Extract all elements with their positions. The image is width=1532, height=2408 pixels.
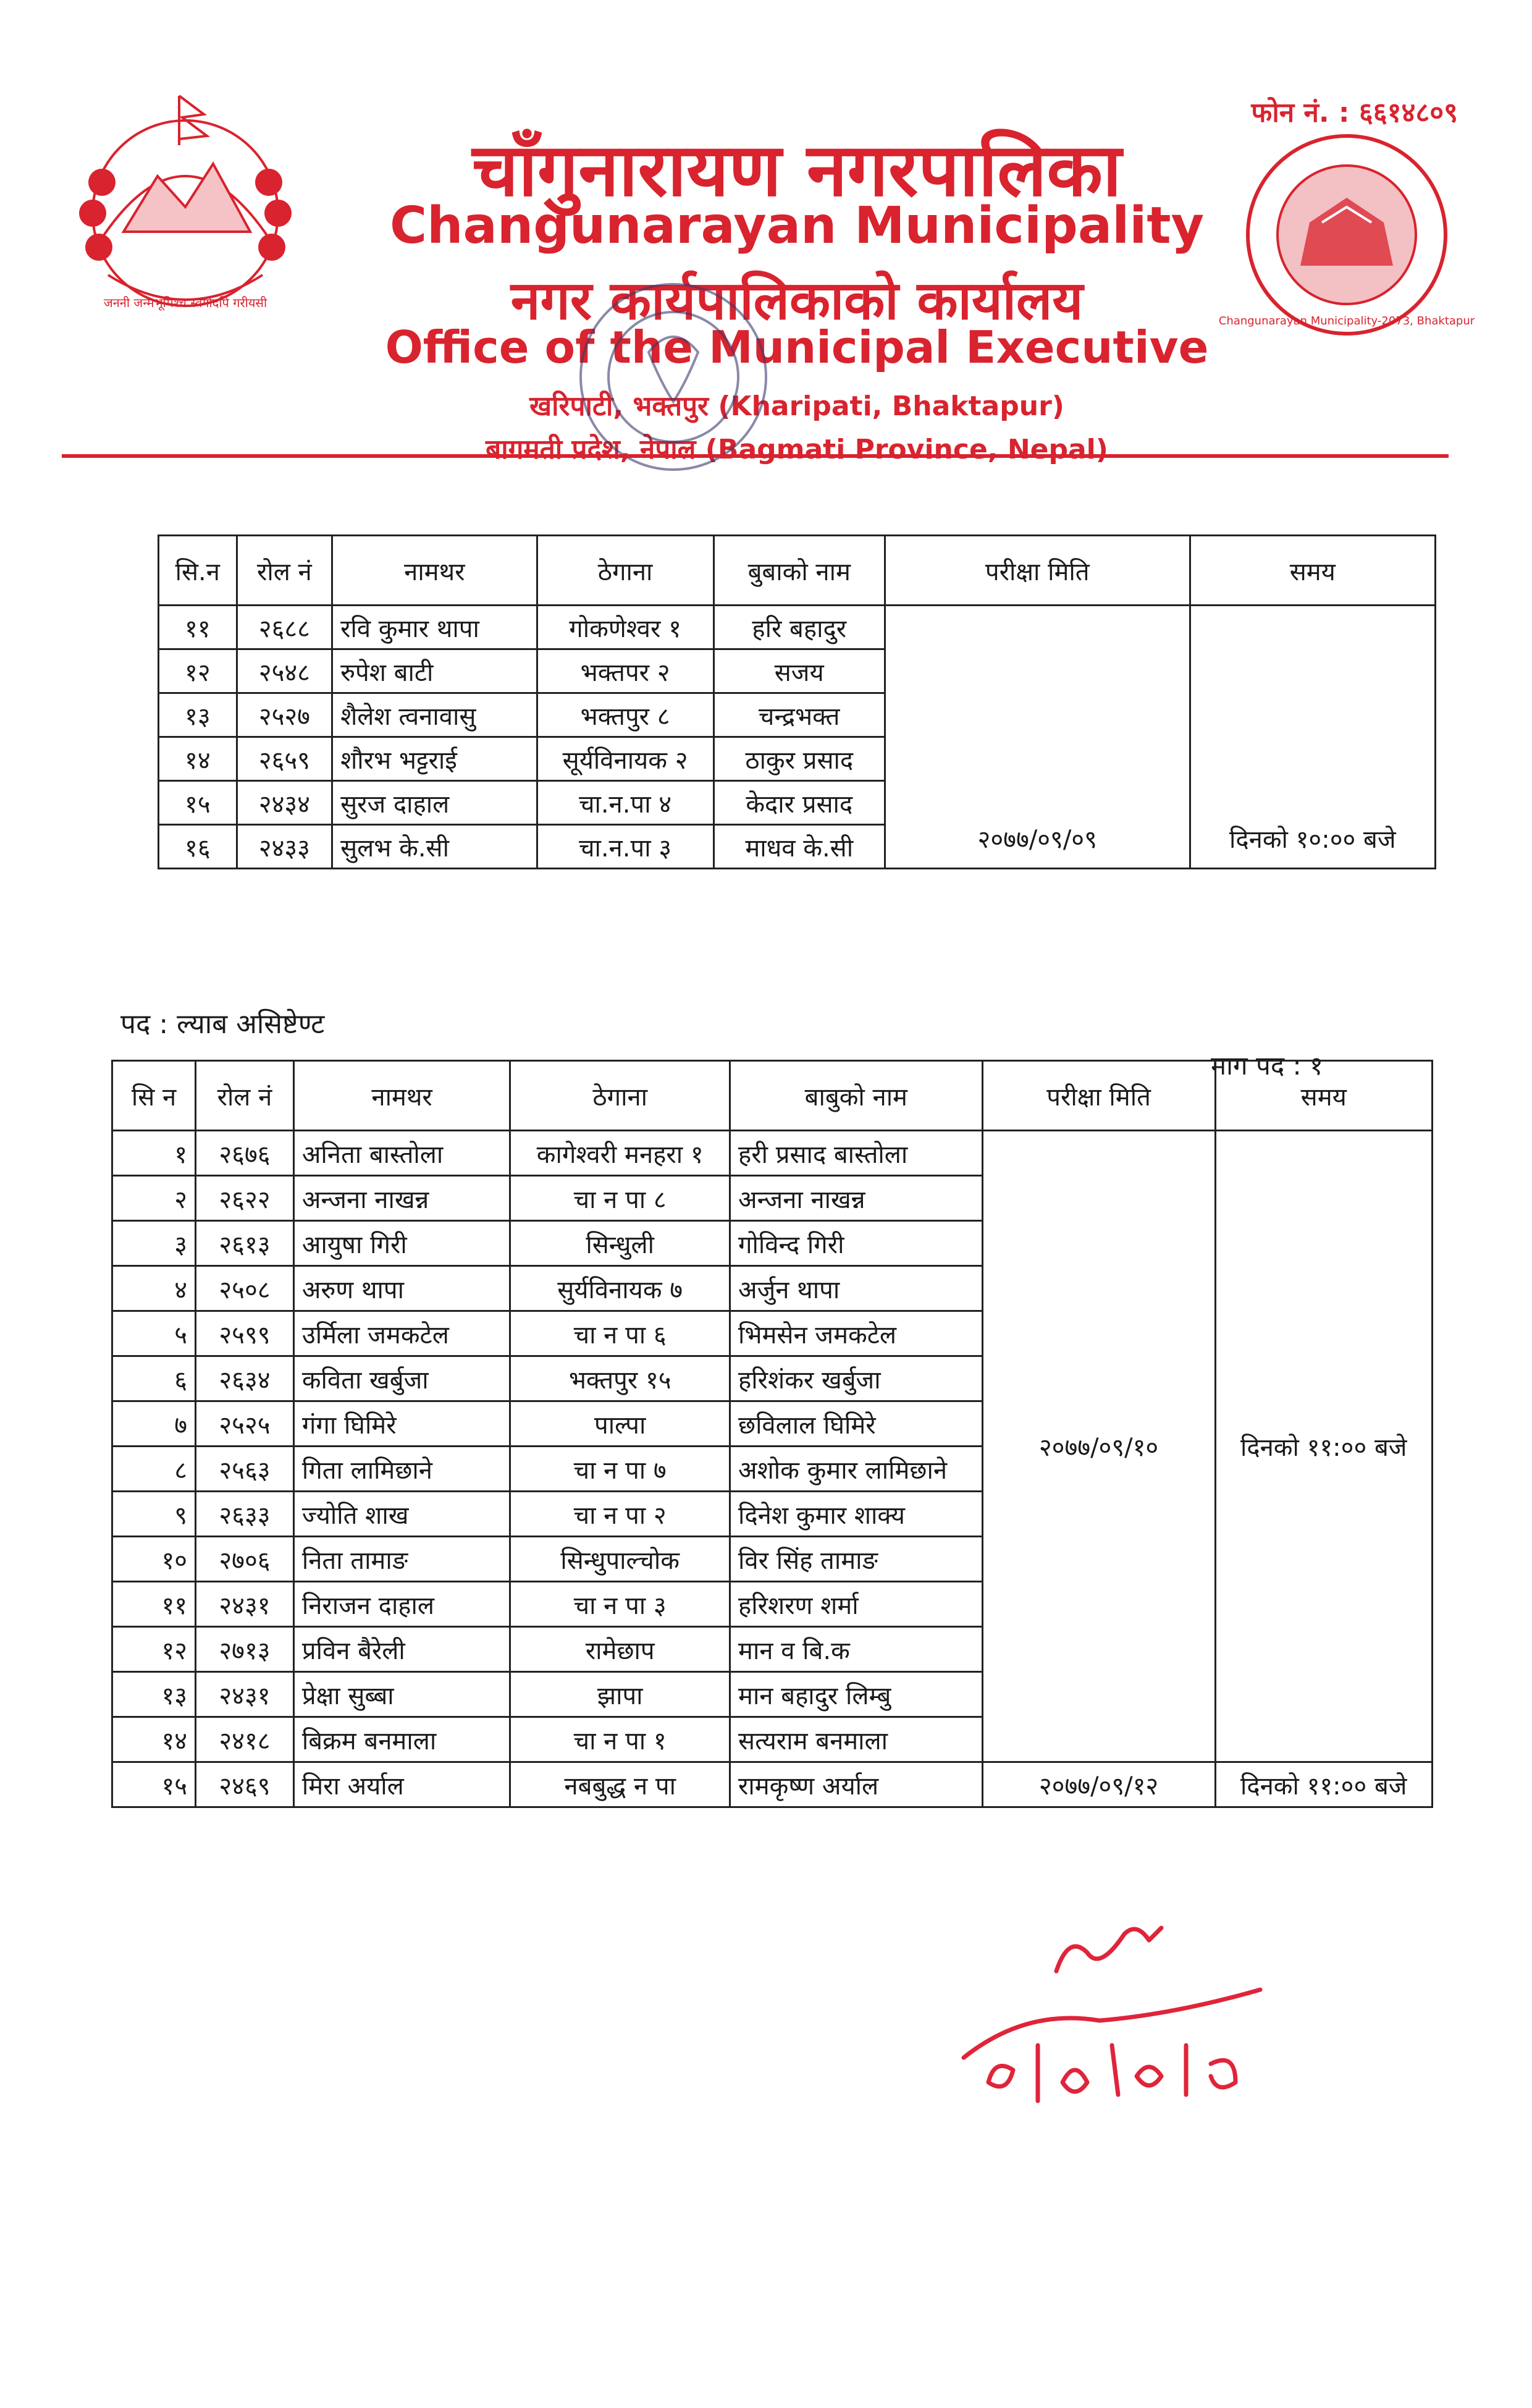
municipality-title-en: Changunarayan Municipality — [389, 196, 1205, 255]
cell-name: निराजन दाहाल — [293, 1582, 510, 1627]
cell-name: रवि कुमार थापा — [332, 606, 537, 649]
cell-sn: १० — [112, 1537, 196, 1582]
cell-sn: १२ — [159, 649, 237, 693]
cell-father: दिनेश कुमार शाक्य — [730, 1492, 983, 1537]
cell-address: सुर्यविनायक ७ — [510, 1266, 730, 1311]
cell-father: सजय — [713, 649, 885, 693]
cell-roll: २४३४ — [237, 781, 332, 825]
cell-father: अशोक कुमार लामिछाने — [730, 1447, 983, 1492]
cell-address: कागेश्वरी मनहरा १ — [510, 1131, 730, 1176]
col-time: समय — [1190, 536, 1435, 606]
cell-roll: २५६३ — [196, 1447, 294, 1492]
cell-father: गोविन्द गिरी — [730, 1221, 983, 1266]
cell-roll: २६३४ — [196, 1356, 294, 1401]
cell-roll: २६८८ — [237, 606, 332, 649]
cell-sn: १४ — [159, 737, 237, 781]
cell-name: कविता खर्बुजा — [293, 1356, 510, 1401]
cell-father: छविलाल घिमिरे — [730, 1401, 983, 1447]
time-cell-2: दिनको ११:०० बजे — [1215, 1762, 1433, 1807]
cell-address: भक्तपर २ — [537, 649, 713, 693]
cell-name: ज्योति शाख — [293, 1492, 510, 1537]
table-row — [112, 1131, 1433, 1176]
cell-roll: २५४८ — [237, 649, 332, 693]
cell-sn: १३ — [159, 693, 237, 737]
emblem-motto: जननी जन्मभूमिश्च स्वर्गादपि गरीयसी — [103, 295, 267, 310]
cell-sn: १ — [112, 1131, 196, 1176]
exam-date: २०७७/०९/१० — [1038, 1434, 1159, 1462]
cell-roll: २६३३ — [196, 1492, 294, 1537]
cell-father: हरी प्रसाद बास्तोला — [730, 1131, 983, 1176]
cell-father: सत्यराम बनमाला — [730, 1717, 983, 1762]
candidate-table-1 — [158, 534, 1436, 869]
exam-date-cell-2: २०७७/०९/१२ — [982, 1762, 1215, 1807]
cell-roll: २४६९ — [196, 1762, 294, 1807]
cell-address: सिन्धुली — [510, 1221, 730, 1266]
col-address: ठेगाना — [510, 1061, 730, 1131]
col-roll: रोल नं — [237, 536, 332, 606]
cell-name: अरुण थापा — [293, 1266, 510, 1311]
office-title-np: नगर कार्यपालिकाको कार्यालय — [510, 270, 1084, 332]
cell-name: उर्मिला जमकटेल — [293, 1311, 510, 1356]
address-line-2: बागमती प्रदेश, नेपाल (Bagmati Province, Nepal) — [486, 434, 1108, 465]
cell-name: बिक्रम बनमाला — [293, 1717, 510, 1762]
cell-sn: ८ — [112, 1447, 196, 1492]
cell-address: चा न पा ६ — [510, 1311, 730, 1356]
cell-sn: ११ — [112, 1582, 196, 1627]
handwritten-signature — [914, 1897, 1310, 2132]
cell-sn: १४ — [112, 1717, 196, 1762]
cell-father: भिमसेन जमकटेल — [730, 1311, 983, 1356]
cell-roll: २५९९ — [196, 1311, 294, 1356]
cell-father: अन्जना नाखन्न — [730, 1176, 983, 1221]
cell-address: सिन्धुपाल्चोक — [510, 1537, 730, 1582]
col-father: बुबाको नाम — [713, 536, 885, 606]
cell-name: शैलेश त्वनावासु — [332, 693, 537, 737]
cell-name: सुलभ के.सी — [332, 825, 537, 869]
cell-address: रामेछाप — [510, 1627, 730, 1672]
cell-name: मिरा अर्याल — [293, 1762, 510, 1807]
cell-address: चा न पा १ — [510, 1717, 730, 1762]
cell-address: झापा — [510, 1672, 730, 1717]
cell-address: पाल्पा — [510, 1401, 730, 1447]
cell-roll: २७१३ — [196, 1627, 294, 1672]
cell-roll: २६७६ — [196, 1131, 294, 1176]
cell-roll: २५२५ — [196, 1401, 294, 1447]
cell-address: सूर्यविनायक २ — [537, 737, 713, 781]
municipality-title-np: चाँगुनारायण नगरपालिका — [472, 127, 1122, 213]
cell-address: भक्तपुर १५ — [510, 1356, 730, 1401]
cell-father: हरि बहादुर — [713, 606, 885, 649]
address-line-1: खरिपाटी, भक्तपुर (Kharipati, Bhaktapur) — [529, 391, 1064, 422]
cell-sn: ६ — [112, 1356, 196, 1401]
cell-father: हरिशरण शर्मा — [730, 1582, 983, 1627]
cell-roll: २४३३ — [237, 825, 332, 869]
cell-sn: १६ — [159, 825, 237, 869]
col-sn: सि.न — [159, 536, 237, 606]
nepal-emblem-logo — [65, 90, 306, 327]
col-father: बाबुको नाम — [730, 1061, 983, 1131]
cell-father: विर सिंह तामाङ — [730, 1537, 983, 1582]
cell-father: ठाकुर प्रसाद — [713, 737, 885, 781]
time-cell-1 — [1215, 1131, 1433, 1762]
table-header-row — [112, 1061, 1433, 1131]
cell-roll: २४३१ — [196, 1672, 294, 1717]
col-time: समय — [1215, 1061, 1433, 1131]
office-stamp — [544, 260, 803, 494]
cell-name: शौरभ भट्टराई — [332, 737, 537, 781]
candidate-table-2 — [111, 1060, 1433, 1808]
cell-address: नबबुद्ध न पा — [510, 1762, 730, 1807]
cell-sn: २ — [112, 1176, 196, 1221]
cell-father: हरिशंकर खर्बुजा — [730, 1356, 983, 1401]
post-title: पद : ल्याब असिष्टेण्ट — [120, 1008, 325, 1040]
exam-time: दिनको १०:०० बजे — [1229, 826, 1396, 854]
cell-address: चा न पा ३ — [510, 1582, 730, 1627]
cell-address: चा न पा २ — [510, 1492, 730, 1537]
cell-sn: ५ — [112, 1311, 196, 1356]
cell-name: अनिता बास्तोला — [293, 1131, 510, 1176]
time-cell — [1190, 606, 1435, 869]
cell-address: चा.न.पा ३ — [537, 825, 713, 869]
cell-name: प्रेक्षा सुब्बा — [293, 1672, 510, 1717]
col-exam-date: परीक्षा मिति — [885, 536, 1190, 606]
seal-text: Changunarayan Municipality-2073, Bhaktapur — [1218, 315, 1475, 327]
cell-father: चन्द्रभक्त — [713, 693, 885, 737]
table-row — [159, 606, 1436, 649]
cell-roll: २४३१ — [196, 1582, 294, 1627]
cell-father: मान व बि.क — [730, 1627, 983, 1672]
exam-date-cell-1 — [982, 1131, 1215, 1762]
cell-sn: ३ — [112, 1221, 196, 1266]
cell-father: मान बहादुर लिम्बु — [730, 1672, 983, 1717]
cell-roll: २६२२ — [196, 1176, 294, 1221]
col-roll: रोल नं — [196, 1061, 294, 1131]
cell-address: भक्तपुर ८ — [537, 693, 713, 737]
cell-roll: २५०८ — [196, 1266, 294, 1311]
table-header-row — [159, 536, 1436, 606]
cell-sn: १५ — [159, 781, 237, 825]
cell-name: आयुषा गिरी — [293, 1221, 510, 1266]
exam-date-cell — [885, 606, 1190, 869]
cell-father: रामकृष्ण अर्याल — [730, 1762, 983, 1807]
cell-sn: १३ — [112, 1672, 196, 1717]
cell-name: रुपेश बाटी — [332, 649, 537, 693]
header-divider — [62, 454, 1449, 458]
cell-name: गंगा घिमिरे — [293, 1401, 510, 1447]
cell-sn: १५ — [112, 1762, 196, 1807]
exam-time: दिनको ११:०० बजे — [1240, 1434, 1407, 1462]
col-name: नामथर — [293, 1061, 510, 1131]
cell-father: अर्जुन थापा — [730, 1266, 983, 1311]
office-title-en: Office of the Municipal Executive — [385, 321, 1209, 373]
exam-date: २०७७/०९/०९ — [977, 826, 1097, 854]
cell-roll: २७०६ — [196, 1537, 294, 1582]
demand-count: माग पद : १ — [1211, 1050, 1323, 1081]
cell-roll: २६५९ — [237, 737, 332, 781]
cell-sn: ७ — [112, 1401, 196, 1447]
cell-name: सुरज दाहाल — [332, 781, 537, 825]
cell-father: माधव के.सी — [713, 825, 885, 869]
cell-address: चा.न.पा ४ — [537, 781, 713, 825]
cell-name: अन्जना नाखन्न — [293, 1176, 510, 1221]
cell-roll: २४१८ — [196, 1717, 294, 1762]
col-sn: सि न — [112, 1061, 196, 1131]
cell-address: चा न पा ८ — [510, 1176, 730, 1221]
cell-name: गिता लामिछाने — [293, 1447, 510, 1492]
col-name: नामथर — [332, 536, 537, 606]
cell-roll: २५२७ — [237, 693, 332, 737]
cell-sn: ११ — [159, 606, 237, 649]
cell-name: प्रविन बैरेली — [293, 1627, 510, 1672]
table-row — [112, 1762, 1433, 1807]
cell-address: चा न पा ७ — [510, 1447, 730, 1492]
cell-name: निता तामाङ — [293, 1537, 510, 1582]
phone-number: फोन नं. : ६६१४८०९ — [1251, 97, 1458, 129]
cell-address: गोकणेश्वर १ — [537, 606, 713, 649]
cell-sn: ४ — [112, 1266, 196, 1311]
cell-roll: २६१३ — [196, 1221, 294, 1266]
col-address: ठेगाना — [537, 536, 713, 606]
municipality-seal-logo — [1218, 130, 1475, 340]
cell-father: केदार प्रसाद — [713, 781, 885, 825]
cell-sn: १२ — [112, 1627, 196, 1672]
cell-sn: ९ — [112, 1492, 196, 1537]
col-exam-date: परीक्षा मिति — [982, 1061, 1215, 1131]
